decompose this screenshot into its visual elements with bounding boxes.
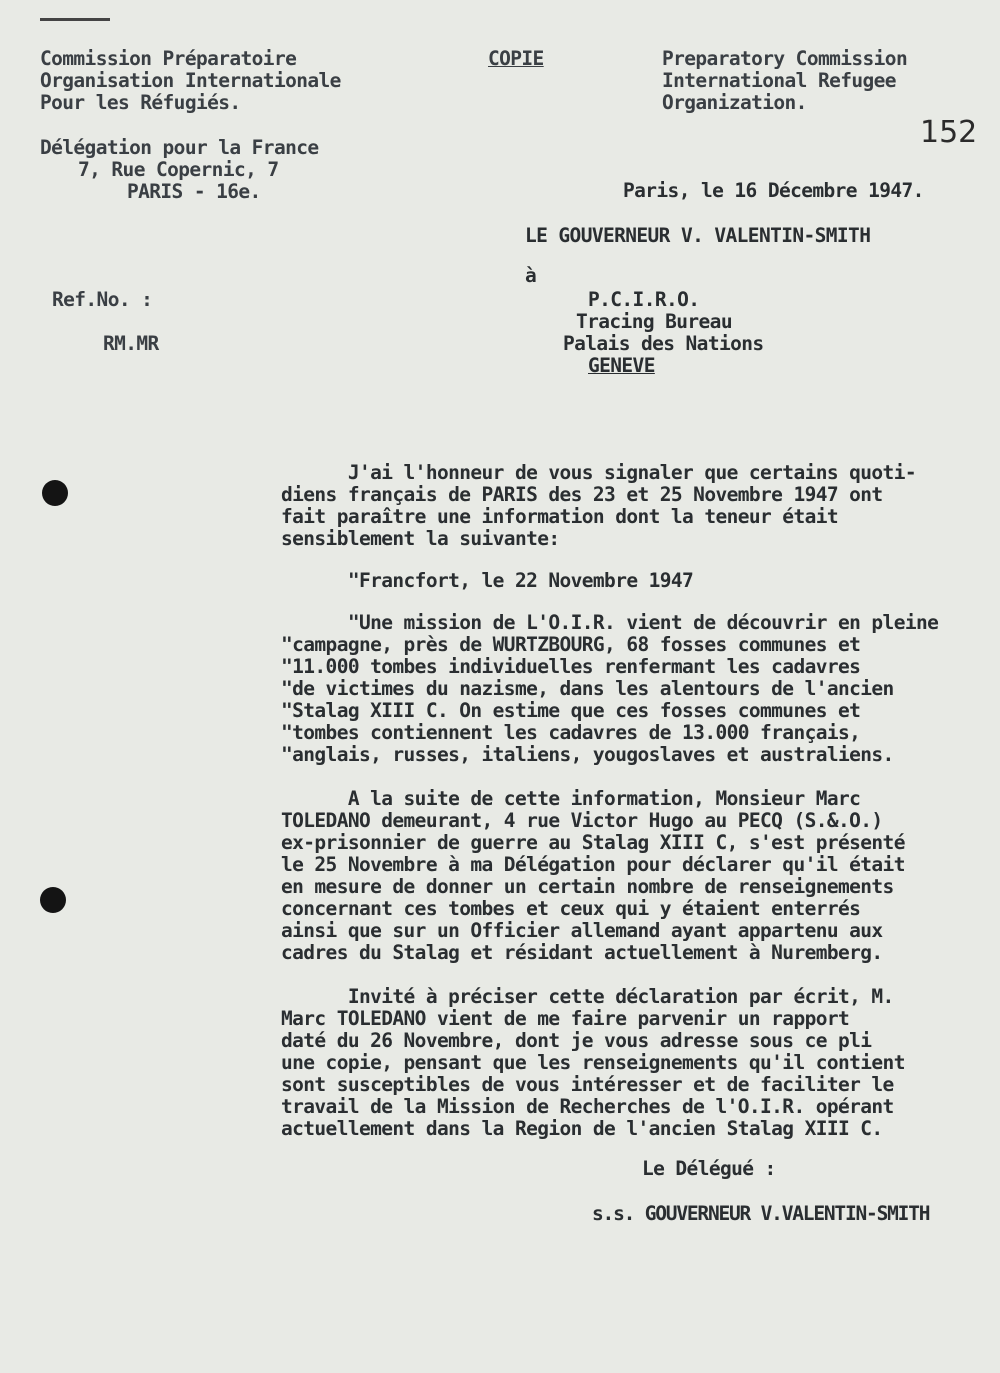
paragraph-dateline-quote: "Francfort, le 22 Novembre 1947: [281, 569, 694, 592]
letterhead-fr-line-3: Pour les Réfugiés.: [40, 91, 241, 114]
letterhead-en-line-2: International Refugee: [662, 69, 896, 92]
delegation-line-2: 7, Rue Copernic, 7: [78, 158, 279, 181]
top-mark: [40, 18, 110, 21]
reference-value: RM.MR: [103, 332, 159, 355]
recipient-line-2: Tracing Bureau: [576, 310, 732, 333]
paragraph-quoted-news: "Une mission de L'O.I.R. vient de découvrir en pleine "campagne, près de WURTZBOURG, 68 fosses communes et "11.000 tombes individuelles renfermant les cadavres "de victimes du nazisme, dans les alentours de l'ancien "Stalag XIII C. On estime que ces fosses communes et "tombes contiennent les cadavres de 13.000 français, "anglais, russes, italiens, yougoslaves et australiens.: [281, 611, 939, 766]
paragraph-intro: J'ai l'honneur de vous signaler que certains quoti- diens français de PARIS des 23 et 25 Novembre 1947 ont fait paraître une information dont la teneur était sensiblement la suivante:: [281, 461, 916, 550]
date-line: Paris, le 16 Décembre 1947.: [623, 179, 924, 202]
letterhead-fr-line-1: Commission Préparatoire: [40, 47, 297, 70]
paragraph-report: Invité à préciser cette déclaration par écrit, M. Marc TOLEDANO vient de me faire parvenir un rapport daté du 26 Novembre, dont je vous adresse sous ce pli une copie, pensant que les renseignements qu'il contient sont susceptibles de vous intéresser et de faciliter le travail de la Mission de Recherches de l'O.I.R. opérant actuellement dans la Region de l'ancien Stalag XIII C.: [281, 985, 905, 1140]
closing-title: Le Délégué :: [642, 1157, 776, 1180]
reference-label: Ref.No. :: [52, 288, 153, 311]
copy-label: COPIE: [488, 47, 544, 70]
page-number: 152: [920, 115, 978, 150]
letterhead-en-line-1: Preparatory Commission: [662, 47, 908, 70]
recipient-line-1: P.C.I.R.O.: [588, 288, 700, 311]
recipient-line-4: GENEVE: [588, 354, 655, 377]
letterhead-en-line-3: Organization.: [662, 91, 807, 114]
punch-hole-top: [42, 480, 68, 506]
to-word: à: [525, 264, 537, 287]
delegation-line-3: PARIS - 16e.: [127, 180, 261, 203]
paragraph-toledano: A la suite de cette information, Monsieur Marc TOLEDANO demeurant, 4 rue Victor Hugo au PECQ (S.&.O.) ex-prisonnier de guerre au Stalag XIII C, s'est présenté le 25 Novembre à ma Délégation pour déclarer qu'il était en mesure de donner un certain nombre de renseignements concernant ces tombes et ceux qui y étaient enterrés ainsi que sur un Officier allemand ayant appartenu aux cadres du Stalag et résidant actuellement à Nuremberg.: [281, 787, 905, 964]
sender: LE GOUVERNEUR V. VALENTIN-SMITH: [525, 224, 871, 247]
punch-hole-bottom: [40, 887, 66, 913]
delegation-line-1: Délégation pour la France: [40, 136, 319, 159]
signature: s.s. GOUVERNEUR V.VALENTIN-SMITH: [592, 1202, 930, 1225]
recipient-line-3: Palais des Nations: [563, 332, 764, 355]
letterhead-fr-line-2: Organisation Internationale: [40, 69, 341, 92]
